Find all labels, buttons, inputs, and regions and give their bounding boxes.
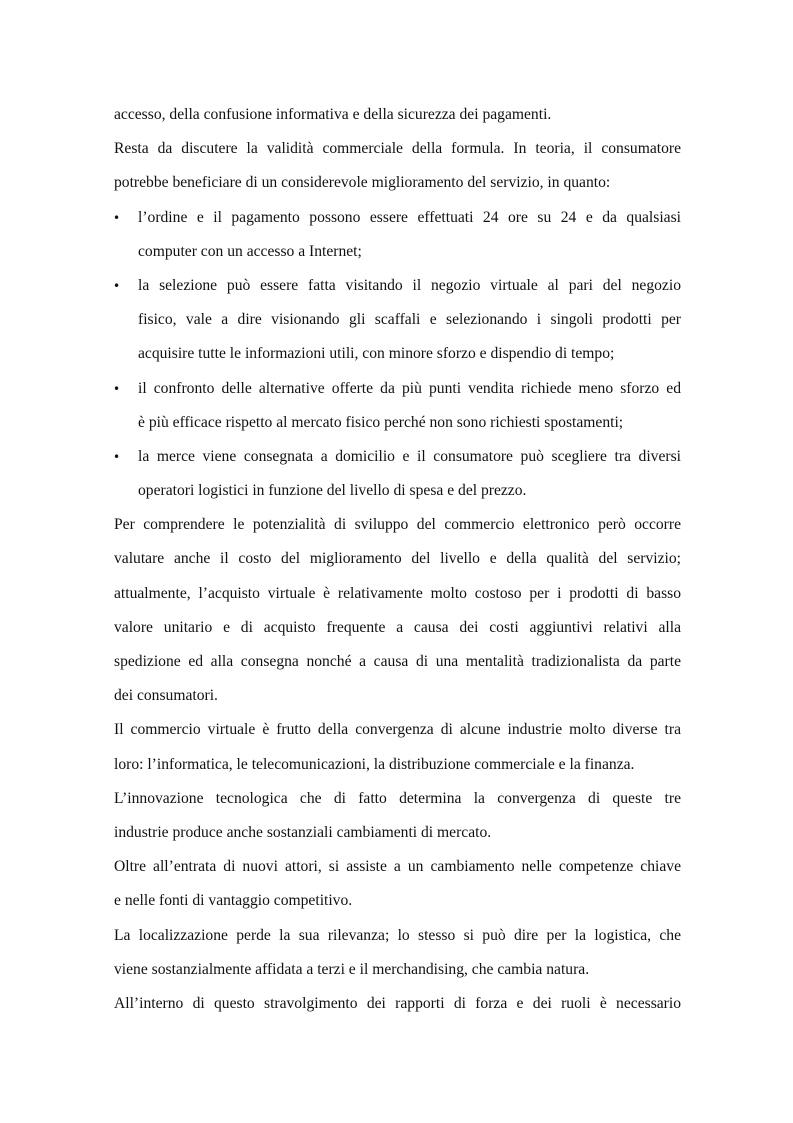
bullet-item — [114, 274, 681, 308]
text-line: All’interno di questo stravolgimento dei rapporti di forza e dei ruoli è necessario — [114, 994, 681, 1012]
text-line: e nelle fonti di vantaggio competitivo. — [114, 892, 353, 910]
text-line: operatori logistici in funzione del livello di spesa e del prezzo. — [138, 482, 527, 500]
text-line: loro: l’informatica, le telecomunicazioni, la distribuzione commerciale e la finanza. — [114, 755, 635, 773]
text-line: La localizzazione perde la sua rilevanza; lo stesso si può dire per la logistica, che — [114, 926, 681, 944]
bullet-item — [114, 206, 681, 240]
text-line: dei consumatori. — [114, 687, 218, 705]
text-line: acquisire tutte le informazioni utili, con minore sforzo e dispendio di tempo; — [138, 345, 615, 363]
text-line: valutare anche il costo del miglioramento del livello e della qualità del servizio; — [114, 550, 681, 568]
bullet-item-text: l’ordine e il pagamento possono essere effettuati 24 ore su 24 e da qualsiasi — [138, 208, 681, 226]
text-line: computer con un accesso a Internet; — [138, 242, 362, 260]
text-line: viene sostanzialmente affidata a terzi e il merchandising, che cambia natura. — [114, 960, 590, 978]
text-line: Per comprendere le potenzialità di sviluppo del commercio elettronico però occorre — [114, 516, 681, 534]
text-line: attualmente, l’acquisto virtuale è relativamente molto costoso per i prodotti di basso — [114, 584, 681, 602]
bullet-icon: • — [113, 449, 121, 464]
text-line: è più efficace rispetto al mercato fisico perché non sono richiesti spostamenti; — [138, 413, 624, 431]
text-line: Resta da discutere la validità commerciale della formula. In teoria, il consumatore — [114, 140, 681, 158]
text-line: potrebbe beneficiare di un considerevole miglioramento del servizio, in quanto: — [114, 174, 611, 192]
bullet-icon: • — [113, 210, 121, 225]
text-line: spedizione ed alla consegna nonché a causa di una mentalità tradizionalista da parte — [114, 653, 681, 670]
text-line: Il commercio virtuale è frutto della convergenza di alcune industrie molto diverse tra — [114, 721, 681, 739]
text-line: Oltre all’entrata di nuovi attori, si assiste a un cambiamento nelle competenze chiave — [114, 858, 681, 876]
bullet-item-text: il confronto delle alternative offerte da più punti vendita richiede meno sforzo ed — [138, 379, 681, 397]
text-line: valore unitario e di acquisto frequente a causa dei costi aggiuntivi relativi alla — [114, 618, 681, 636]
bullet-icon: • — [113, 381, 121, 396]
text-line: fisico, vale a dire visionando gli scaffali e selezionando i singoli prodotti per — [138, 311, 681, 329]
bullet-icon: • — [113, 278, 121, 293]
body-text — [114, 103, 681, 1026]
text-line: industrie produce anche sostanziali cambiamenti di mercato. — [114, 823, 492, 841]
bullet-item — [114, 445, 681, 479]
bullet-item-text: la merce viene consegnata a domicilio e il consumatore può scegliere tra diversi — [138, 447, 681, 465]
text-line: accesso, della confusione informativa e della sicurezza dei pagamenti. — [114, 106, 552, 123]
bullet-item — [114, 377, 681, 411]
text-line: L’innovazione tecnologica che di fatto determina la convergenza di queste tre — [114, 789, 681, 807]
bullet-item-text: la selezione può essere fatta visitando il negozio virtuale al pari del negozio — [138, 276, 681, 294]
